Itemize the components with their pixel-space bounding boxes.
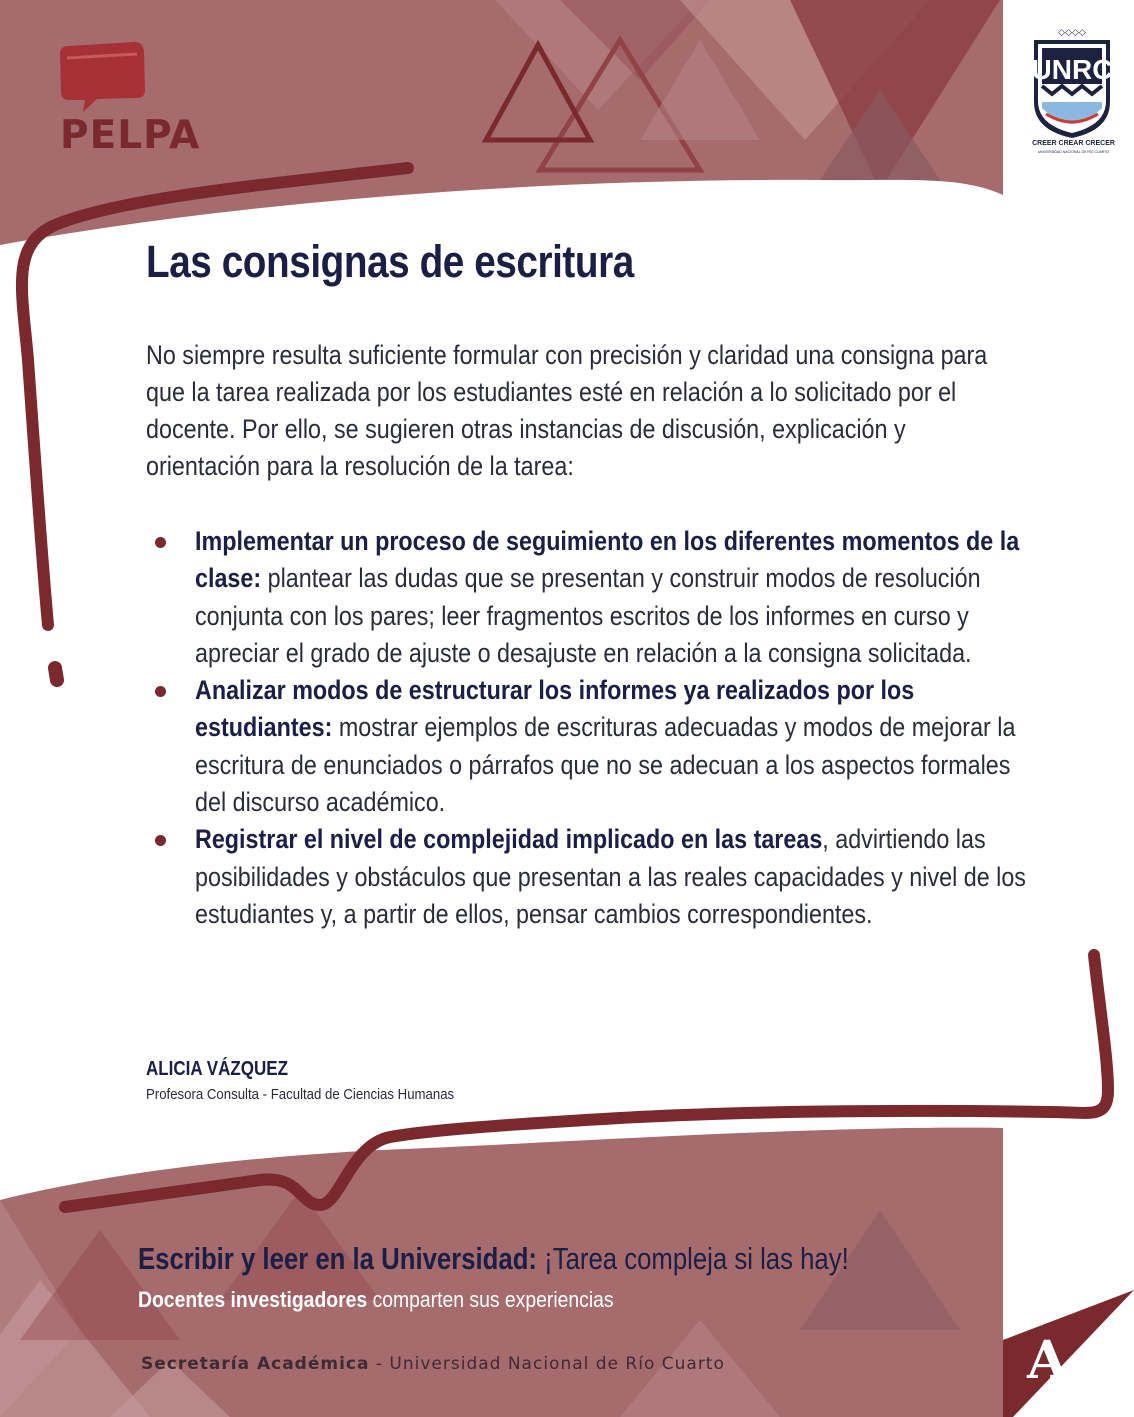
- bullet-icon: [155, 835, 166, 846]
- author-role: Profesora Consulta - Facultad de Ciencias Humanas: [146, 1086, 455, 1103]
- footer-subtitle-bold: Docentes investigadores: [138, 1287, 368, 1312]
- unrc-tagline: CREER CREAR CRECER: [1032, 140, 1115, 147]
- corner-badge: [1003, 1290, 1134, 1417]
- footer-org-bold: Secretaría Académica: [141, 1354, 370, 1374]
- author-name: ALICIA VÁZQUEZ: [146, 1058, 288, 1080]
- footer-organization: [141, 1354, 725, 1374]
- item-text: mostrar ejemplos de escrituras adecuadas y modos de mejorar la escritura de enunciados o párrafos que no se adecuan a los aspectos formales del discurso académico.: [195, 712, 1016, 818]
- bullet-icon: [155, 537, 166, 548]
- item-heading: Analizar modos de estructurar los informes ya realizados por los estudiantes:: [195, 675, 915, 743]
- pelpa-logo-text: PELPA: [60, 113, 201, 158]
- list-item: [146, 821, 1134, 933]
- footer-subtitle: [138, 1287, 614, 1313]
- corner-letter-a: A: [1027, 1330, 1068, 1391]
- svg-text:◇◇◇◇: ◇◇◇◇: [1058, 28, 1086, 38]
- footer-title-rest: ¡Tarea compleja si las hay!: [536, 1241, 849, 1276]
- item-text: plantear las dudas que se presentan y construir modos de resolución conjunta con los pares; leer fragmentos escritos de los informes en curso y apreciar el grado de ajuste o desajuste en relación a la consigna solicitada.: [195, 563, 981, 668]
- footer-title-bold: Escribir y leer en la Universidad:: [138, 1241, 537, 1276]
- item-heading: Implementar un proceso de seguimiento en los diferentes momentos de la clase:: [195, 526, 1020, 594]
- footer-org-rest: - Universidad Nacional de Río Cuarto: [369, 1354, 725, 1374]
- recommendations-list: [146, 523, 1134, 933]
- footer-subtitle-rest: comparten sus experiencias: [367, 1287, 614, 1312]
- article-title: Las consignas de escritura: [146, 236, 634, 287]
- unrc-subtagline: UNIVERSIDAD NACIONAL DE RÍO CUARTO: [1037, 150, 1110, 154]
- item-heading: Registrar el nivel de complejidad implicado en las tareas: [195, 824, 823, 855]
- article-intro: No siempre resulta suficiente formular con precisión y claridad una consigna para que la tarea realizada por los estudiantes esté en relación a lo solicitado por el docente. Por ello, se sugieren otras instancias de discusión, explicación y orientación para la resolución de la tarea:: [146, 340, 988, 481]
- list-item: [146, 523, 1134, 672]
- footer-title: [138, 1241, 849, 1277]
- item-text: , advirtiendo las posibilidades y obstáculos que presentan a las reales capacidades y nivel de los estudiantes y, a partir de ellos, pensar cambios correspondientes.: [195, 824, 1026, 929]
- unrc-logo-text: UNRC: [1031, 54, 1113, 85]
- list-item: [146, 672, 1134, 821]
- bullet-icon: [155, 686, 166, 697]
